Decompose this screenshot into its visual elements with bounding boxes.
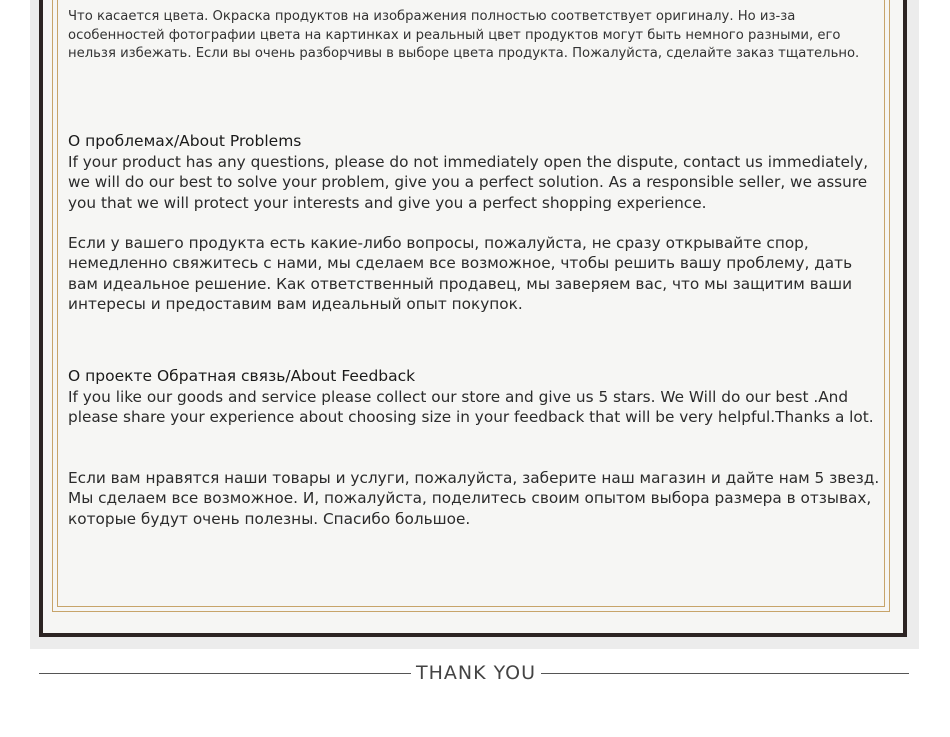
problems-text-en: If your product has any questions, please do not immediately open the dispute, contact us immediately, we will do our best to solve your problem, give you a perfect solution. As a responsible seller, we assure you that we will protect your interests and give you a perfect shopping experience. [68, 153, 869, 212]
feedback-text-ru: Если вам нравятся наши товары и услуги, пожалуйста, заберите наш магазин и дайте нам 5 звезд. Мы сделаем все возможное. И, пожалуйста, поделитесь своим опытом выбора размера в отзывах, которые будут очень полезны. Спасибо большое. [68, 469, 880, 528]
divider-right [541, 673, 909, 674]
problems-text-ru: Если у вашего продукта есть какие-либо вопросы, пожалуйста, не сразу открывайте спор, немедленно свяжитесь с нами, мы сделаем все возможное, чтобы решить вашу проблему, дать вам идеальное решение. Как ответственный продавец, мы заверяем вас, что мы защитим ваши интересы и предоставим вам идеальный опыт покупок. [68, 234, 853, 313]
feedback-text-en: If you like our goods and service please collect our store and give us 5 stars. We Will do our best .And please share your experience about choosing size in your feedback that will be very helpful.Thanks a lot. [68, 388, 874, 427]
divider-left [39, 673, 411, 674]
feedback-heading: О проекте Обратная связь/About Feedback [68, 367, 416, 385]
color-notice-text: Что касается цвета. Окраска продуктов на изображения полностью соответствует оригиналу. Но из-за особенностей фотографии цвета на картинках и реальный цвет продуктов могут быть немного разными, его нельзя избежать. Если вы очень разборчивы в выборе цвета продукта. Пожалуйста, сделайте заказ тщательно. [68, 9, 860, 62]
problems-heading: О проблемах/About Problems [68, 132, 302, 150]
thank-you-banner [39, 662, 909, 686]
thank-you-text: THANK YOU [415, 662, 537, 684]
